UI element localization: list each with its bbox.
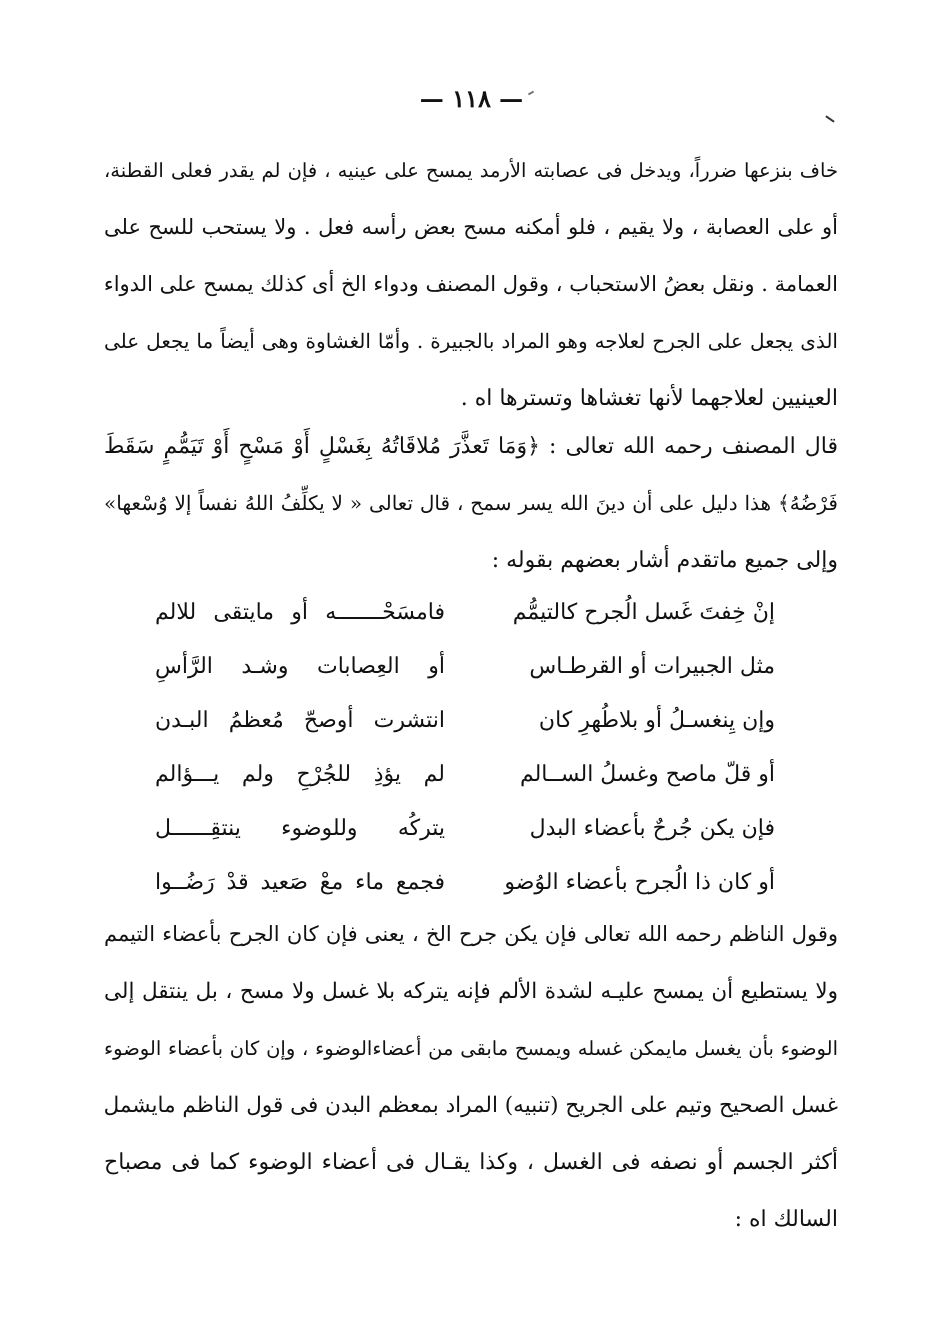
poem-verse xyxy=(155,748,775,802)
poem-hemistich-second: فجمع ماء معْ صَعيد قدْ رَضُــوا xyxy=(155,870,445,895)
text-line: غسل الصحيح وتيم على الجريح (تنبيه) المراد بمعظم البدن فى قول الناظم مايشمل xyxy=(103,1093,838,1118)
stray-ink-mark xyxy=(825,115,834,122)
poem-hemistich-second: انتشرت أوصحّ مُعظمُ البـدن xyxy=(155,708,445,733)
text-line: أكثر الجسم أو نصفه فى الغسل ، وكذا يقـال فى أعضاء الوضوء كما فى مصباح xyxy=(104,1150,838,1175)
paragraph-2 xyxy=(104,418,838,589)
text-line: الوضوء بأن يغسل مايمكن غسله ويمسح مابقى من أعضاءالوضوء ، وإن كان بأعضاء الوضوء xyxy=(104,1037,838,1060)
poem-hemistich-first: مثل الجبيرات أو القرطـاس xyxy=(529,654,775,679)
text-line: وقول الناظم رحمه الله تعالى فإن يكن جرح الخ ، يعنى فإن كان الجرح بأعضاء التيمم xyxy=(104,922,838,946)
text-line: أو على العصابة ، ولا يقيم ، فلو أمكنه مسح بعض رأسه فعل . ولا يستحب للسح على xyxy=(104,215,838,239)
text-line: الذى يجعل على الجرح لعلاجه وهو المراد بالجبيرة . وأمّا الغشاوة وهى أيضاً ما يجعل على xyxy=(104,329,838,353)
poem-hemistich-first: إنْ خِفتَ غَسل الُجرح كالتيمُّم xyxy=(512,600,775,625)
text-line: العينيين لعلاجهما لأنها تغشاها وتسترها اه . xyxy=(460,386,838,411)
poem-hemistich-first: أو كان ذا الُجرح بأعضاء الوُضو xyxy=(504,870,775,895)
poem-verse xyxy=(155,694,775,748)
paragraph-3 xyxy=(104,906,838,1248)
text-line: العمامة . ونقل بعضُ الاستحباب ، وقول المصنف ودواء الخ أى كذلك يمسح على الدواء xyxy=(103,272,838,296)
poem xyxy=(155,586,775,910)
poem-verse xyxy=(155,802,775,856)
text-line: فَرْضُهُ﴾ هذا دليل على أن دينَ الله يسر سمح ، قال تعالى « لا يكلِّفُ اللهُ نفساً إلا وُسْعها» xyxy=(104,491,838,515)
text-line: السالك اه : xyxy=(734,1207,838,1232)
poem-hemistich-first: وإن يِنغسـلُ أو بلاطُهرِ كان xyxy=(538,708,775,733)
poem-hemistich-second: لم يؤذِ للجُرْحِ ولم يـــؤالم xyxy=(155,762,445,787)
poem-verse xyxy=(155,640,775,694)
poem-hemistich-first: أو قلّ ماصح وغسلُ الســالم xyxy=(519,762,775,787)
poem-hemistich-first: فإن يكن جُرحٌ بأعضاء البدل xyxy=(529,816,775,841)
text-line: ولا يستطيع أن يمسح عليـه لشدة الألم فإنه يتركه بلا غسل ولا مسح ، بل ينتقل إلى xyxy=(104,979,838,1004)
poem-verse xyxy=(155,586,775,640)
text-line: خاف بنزعها ضرراً، ويدخل فى عصابته الأرمد يمسح على عينيه ، فإن لم يقدر فعلى القطنة، xyxy=(104,159,838,182)
text-line: وإلى جميع ماتقدم أشار بعضهم بقوله : xyxy=(491,548,838,573)
poem-verse xyxy=(155,856,775,910)
text-line: قال المصنف رحمه الله تعالى : ﴿وَمَا تَعذَّرَ مُلاقَاتُهُ بِغَسْلٍ أَوْ مَسْحٍ أَوْ تَيَمُّمٍ سَقَطَ xyxy=(104,434,838,459)
page-number: — ١١٨ — xyxy=(419,84,524,113)
poem-hemistich-second: أو العِصابات وشـد الرَّأسِ xyxy=(155,654,445,679)
poem-hemistich-second: فامسَحْـــــــه أو مايتقى للالم xyxy=(155,600,445,625)
poem-hemistich-second: يتركُه وللوضوء ينتقِــــــل xyxy=(155,816,445,841)
paragraph-1 xyxy=(104,142,838,427)
